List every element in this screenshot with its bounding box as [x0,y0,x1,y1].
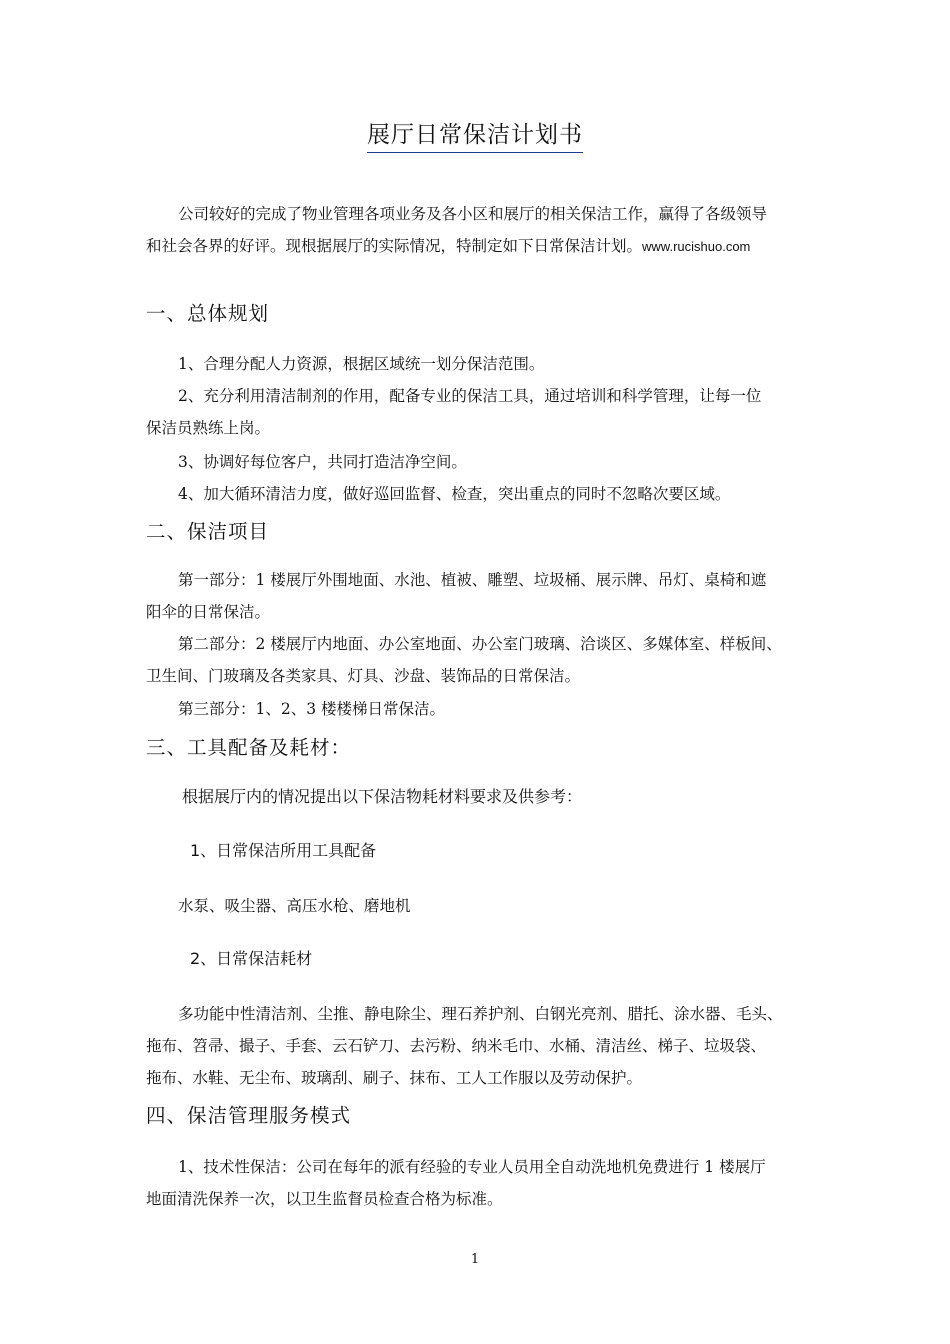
section-4-line: 1、技术性保洁：公司在每年的派有经验的专业人员用全自动洗地机免费进行 1 楼展厅 [178,1158,766,1176]
consumables-line: 多功能中性清洁剂、尘推、静电除尘、理石养护剂、白钢光亮剂、腊托、涂水器、毛头、 [178,1005,783,1023]
intro-line-1: 公司较好的完成了物业管理各项业务及各小区和展厅的相关保洁工作，赢得了各级领导 [178,205,768,223]
section-1-item: 1、合理分配人力资源，根据区域统一划分保洁范围。 [178,355,545,373]
intro-line-2: 和社会各界的好评。现根据展厅的实际情况，特制定如下日常保洁计划。www.rucishuo.com [146,237,751,255]
consumables-line: 拖布、笤帚、撮子、手套、云石铲刀、去污粉、纳米毛巾、水桶、清洁丝、梯子、垃圾袋、 [146,1037,767,1055]
section-2-line: 阳伞的日常保洁。 [146,603,271,621]
section-1-item: 2、充分利用清洁制剂的作用，配备专业的保洁工具，通过培训和科学管理，让每一位 [178,387,762,405]
section-2-line: 第三部分：1、2、3 楼楼梯日常保洁。 [178,700,446,718]
section-3-lead: 根据展厅内的情况提出以下保洁物耗材料要求及供参考： [182,787,583,806]
document-title: 展厅日常保洁计划书 [0,116,950,149]
section-2-heading: 二、保洁项目 [146,520,270,543]
page-number: 1 [470,1252,480,1267]
section-1-item: 4、加大循环清洁力度，做好巡回监督、检查，突出重点的同时不忽略次要区域。 [178,485,731,503]
section-2-line: 第二部分：2 楼展厅内地面、办公室地面、办公室门玻璃、洽谈区、多媒体室、样板间、 [178,635,782,653]
section-4-line: 地面清洗保养一次，以卫生监督员检查合格为标准。 [146,1190,503,1208]
consumables-line: 拖布、水鞋、无尘布、玻璃刮、刷子、抹布、工人工作服以及劳动保护。 [146,1069,643,1087]
tools-list: 水泵、吸尘器、高压水枪、磨地机 [178,897,411,915]
section-1-item: 保洁员熟练上岗。 [146,419,271,437]
section-4-heading: 四、保洁管理服务模式 [146,1104,352,1127]
section-1-heading: 一、总体规划 [146,302,270,325]
section-2-line: 第一部分：1 楼展厅外围地面、水池、植被、雕塑、垃圾桶、展示牌、吊灯、桌椅和遮 [178,571,767,589]
section-3-heading: 三、工具配备及耗材： [146,736,352,759]
section-1-item: 3、协调好每位客户，共同打造洁净空间。 [178,453,467,471]
section-3-subheading-1: 1、日常保洁所用工具配备 [190,841,377,860]
section-3-subheading-2: 2、日常保洁耗材 [190,949,313,968]
intro-url: www.rucishuo.com [642,239,751,254]
section-2-line: 卫生间、门玻璃及各类家具、灯具、沙盘、装饰品的日常保洁。 [146,667,581,685]
